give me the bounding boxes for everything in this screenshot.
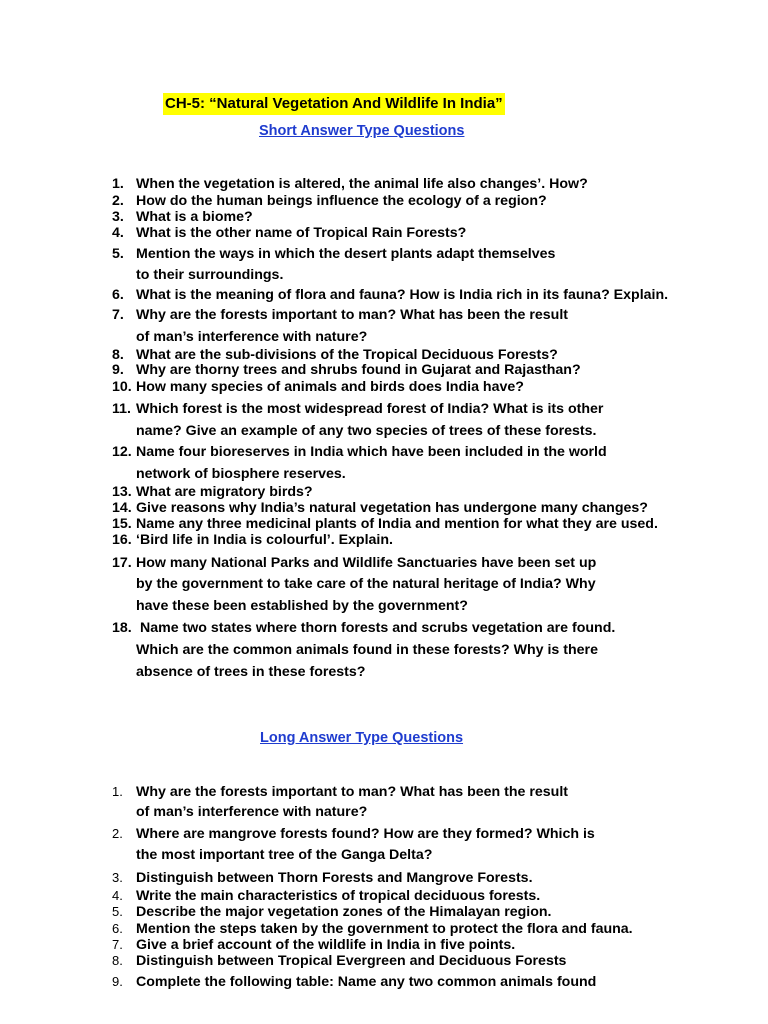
short-question-10 (112, 379, 524, 396)
short-question-9 (112, 362, 581, 379)
long-question-5 (112, 903, 551, 921)
long-question-1 (112, 783, 568, 801)
short-question-14 (112, 500, 648, 517)
question-number: 1. (112, 784, 123, 799)
question-text: Why are thorny trees and shrubs found in Gujarat and Rajasthan? (136, 362, 581, 378)
question-number: 18. (112, 620, 132, 636)
question-text: How many species of animals and birds does India have? (136, 379, 524, 395)
long-question-8 (112, 952, 566, 970)
question-number: 2. (112, 193, 124, 209)
question-text: How many National Parks and Wildlife Sanctuaries have been set up (136, 555, 597, 571)
question-number: 10. (112, 379, 132, 395)
long-question-9 (112, 973, 596, 991)
long-question-3 (112, 869, 533, 887)
short-question-18 (112, 620, 615, 637)
question-number: 4. (112, 225, 124, 241)
question-number: 15. (112, 516, 132, 532)
question-text: Distinguish between Tropical Evergreen and Deciduous Forests (136, 953, 567, 969)
short-question-18-continuation: absence of trees in these forests? (136, 664, 366, 680)
short-question-7-continuation: of man’s interference with nature? (136, 329, 368, 345)
short-question-15 (112, 516, 658, 533)
question-number: 6. (112, 921, 123, 936)
question-number: 12. (112, 444, 132, 460)
question-text: Give a brief account of the wildlife in India in five points. (136, 937, 516, 953)
short-question-7 (112, 307, 568, 324)
question-text: Which forest is the most widespread forest of India? What is its other (136, 401, 604, 417)
short-answer-heading: Short Answer Type Questions (259, 123, 465, 139)
question-text: Mention the steps taken by the government to protect the flora and fauna. (136, 921, 633, 937)
question-number: 5. (112, 246, 124, 262)
short-question-17-continuation: have these been established by the government? (136, 598, 468, 614)
short-question-3 (112, 209, 253, 226)
short-question-17 (112, 555, 596, 572)
question-text: Mention the ways in which the desert plants adapt themselves (136, 246, 556, 262)
question-text: Why are the forests important to man? What has been the result (136, 307, 568, 323)
question-text: How do the human beings influence the ecology of a region? (136, 193, 547, 209)
question-number: 7. (112, 937, 123, 952)
question-text: Complete the following table: Name any two common animals found (136, 974, 597, 990)
question-number: 13. (112, 484, 132, 500)
question-text: Where are mangrove forests found? How are they formed? Which is (136, 826, 595, 842)
question-text: Give reasons why India’s natural vegetation has undergone many changes? (136, 500, 648, 516)
long-question-2-continuation: the most important tree of the Ganga Delta? (136, 847, 433, 863)
question-number: 8. (112, 347, 124, 363)
question-text: Why are the forests important to man? What has been the result (136, 784, 568, 800)
question-number: 4. (112, 888, 123, 903)
short-question-5-continuation: to their surroundings. (136, 267, 284, 283)
long-question-1-continuation: of man’s interference with nature? (136, 804, 368, 820)
short-question-6 (112, 287, 668, 304)
short-question-11 (112, 401, 603, 418)
question-number: 5. (112, 904, 123, 919)
question-text: Name two states where thorn forests and scrubs vegetation are found. (136, 620, 616, 636)
question-text: What is the other name of Tropical Rain Forests? (136, 225, 467, 241)
question-number: 7. (112, 307, 124, 323)
question-number: 9. (112, 974, 123, 989)
question-text: When the vegetation is altered, the animal life also changes’. How? (136, 176, 588, 192)
short-question-12-continuation: network of biosphere reserves. (136, 466, 346, 482)
short-question-16 (112, 532, 393, 549)
question-text: What is the meaning of flora and fauna? How is India rich in its fauna? Explain. (136, 287, 669, 303)
short-question-5 (112, 246, 555, 263)
short-question-18-continuation: Which are the common animals found in these forests? Why is there (136, 642, 598, 658)
short-question-17-continuation: by the government to take care of the natural heritage of India? Why (136, 576, 596, 592)
question-text: Distinguish between Thorn Forests and Mangrove Forests. (136, 870, 533, 886)
question-text: What is a biome? (136, 209, 253, 225)
question-number: 16. (112, 532, 132, 548)
question-number: 9. (112, 362, 124, 378)
question-text: Describe the major vegetation zones of the Himalayan region. (136, 904, 552, 920)
question-number: 17. (112, 555, 132, 571)
short-question-11-continuation: name? Give an example of any two species of trees of these forests. (136, 423, 597, 439)
document-title: CH-5: “Natural Vegetation And Wildlife In India” (163, 93, 505, 115)
long-question-2 (112, 825, 595, 843)
short-question-4 (112, 225, 466, 242)
short-question-2 (112, 193, 547, 210)
question-text: Name any three medicinal plants of India and mention for what they are used. (136, 516, 658, 532)
question-number: 8. (112, 953, 123, 968)
question-text: What are the sub-divisions of the Tropical Deciduous Forests? (136, 347, 558, 363)
question-text: Write the main characteristics of tropical deciduous forests. (136, 888, 541, 904)
short-question-13 (112, 484, 313, 501)
question-number: 1. (112, 176, 124, 192)
question-number: 14. (112, 500, 132, 516)
question-text: Name four bioreserves in India which have been included in the world (136, 444, 607, 460)
question-number: 3. (112, 870, 123, 885)
question-number: 6. (112, 287, 124, 303)
question-text: What are migratory birds? (136, 484, 313, 500)
question-number: 11. (112, 401, 131, 417)
question-number: 2. (112, 826, 123, 841)
question-number: 3. (112, 209, 124, 225)
question-text: ‘Bird life in India is colourful’. Explain. (136, 532, 393, 548)
long-answer-heading: Long Answer Type Questions (260, 730, 464, 746)
short-question-1 (112, 176, 588, 193)
short-question-12 (112, 444, 607, 461)
